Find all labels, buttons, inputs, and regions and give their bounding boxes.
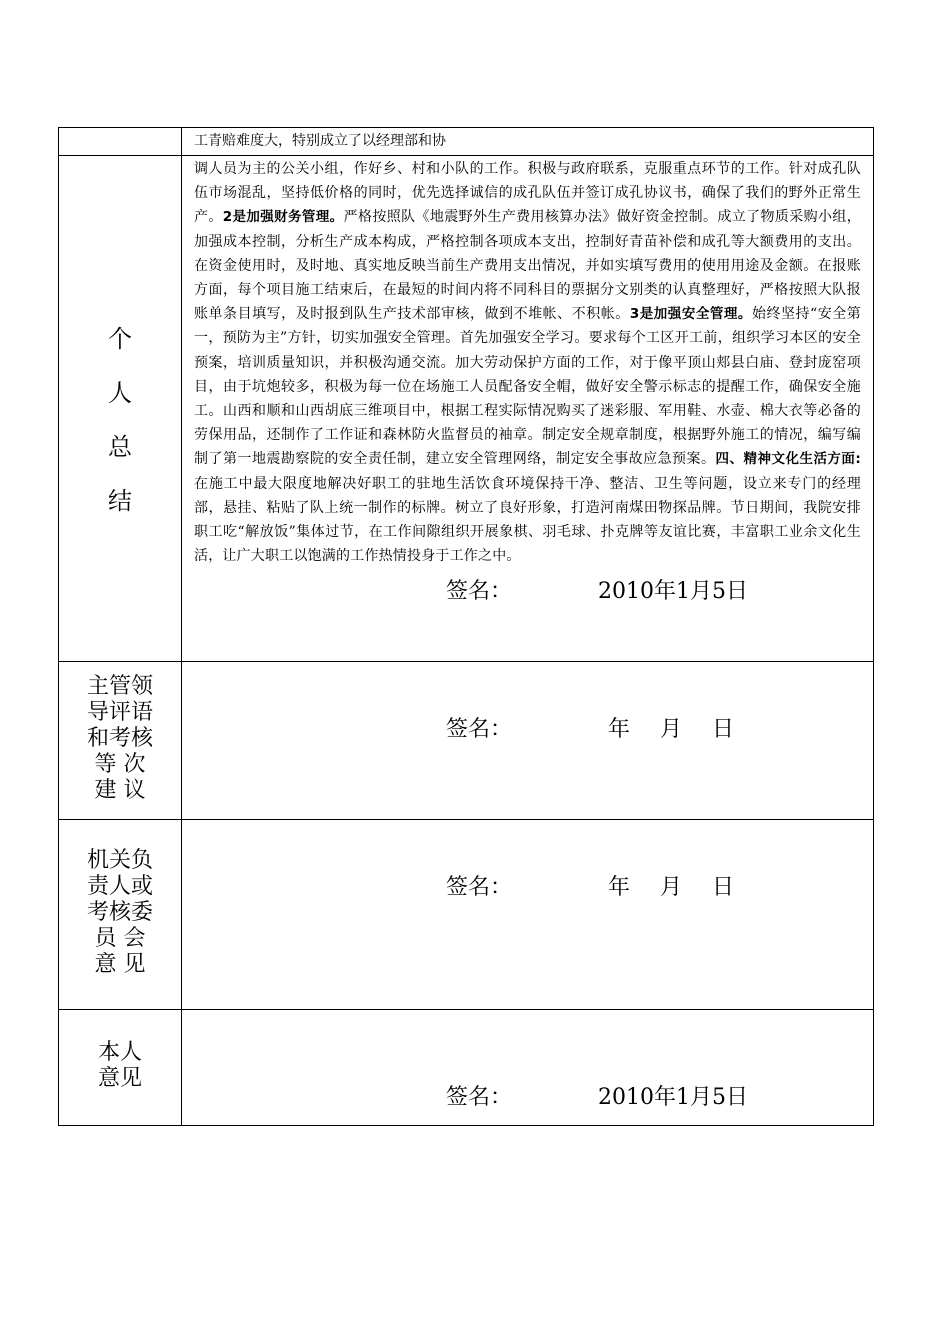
leader-label — [59, 662, 181, 804]
office-label-line: 员 会 — [94, 926, 146, 951]
office-signature — [182, 870, 873, 910]
self-signature — [182, 1080, 873, 1120]
summary-paragraph — [182, 156, 873, 568]
leader-signature — [182, 712, 873, 752]
office-label-line: 意 见 — [94, 952, 146, 977]
office-label-line: 考核委 — [86, 900, 153, 925]
office-content-cell — [182, 820, 874, 1010]
self-content-cell — [182, 1010, 874, 1126]
leader-date-day: 日 — [712, 717, 735, 742]
summary-text: 严格按照队《地震野外生产费用核算办法》做好资金控制。成立了物质采购小组，加强成本控制，分析生产成本构成，严格控制各项成本支出，控制好青苗补偿和成孔等大额费用的支出。在资金使用时，及时地、真实地反映当前生产费用支出情况，并如实填写费用的使用用途及金额。在报账方面，每个项目施工结束后，在最短的时间内将不同科目的票据分文别类的认真整理好，严格按照大队报账单条目填写，及时报到队生产技术部审核，做到不堆帐、不积帐。 — [194, 209, 861, 323]
summary-label-char: 个 — [108, 325, 132, 353]
office-row — [59, 820, 874, 1010]
leader-label-line: 等 次 — [94, 752, 146, 777]
leader-label-line: 主管领 — [86, 674, 153, 699]
self-row — [59, 1010, 874, 1126]
leader-date-year: 年 — [608, 717, 631, 742]
summary-text: 始终坚持“安全第一，预防为主”方针，切实加强安全管理。首先加强安全学习。要求每个工区开工前，组织学习本区的安全预案，培训质量知识，并积极沟通交流。加大劳动保护方面的工作，对于像平顶山郏县白庙、登封庞窑项目，由于坑炮较多，积极为每一位在场施工人员配备安全帽，做好安全警示标志的提醒工作，确保安全施工。山西和顺和山西胡底三维项目中，根据工程实际情况购买了迷彩服、军用鞋、水壶、棉大衣等必备的劳保用品，还制作了工作证和森林防火监督员的袖章。制定安全规章制度，根据野外施工的情况，编写编制了第一地震勘察院的安全责任制，建立安全管理网络，制定安全事故应急预案。 — [194, 306, 861, 468]
summary-text: 调人员为主的公关小组，作好乡、村和小队的工作。积极与政府联系，克服重点环节的工作。针对成孔队伍市场混乱，坚持低价格的同时，优先选择诚信的成孔队伍并签订成孔协议书，确保了我们的野外正常生产。 — [194, 161, 861, 226]
leader-row — [59, 662, 874, 820]
self-label-line: 意见 — [97, 1066, 142, 1091]
summary-label — [59, 156, 181, 528]
top-row-text: 工青赔难度大，特别成立了以经理部和协 — [194, 133, 446, 149]
office-label-line: 责人或 — [86, 874, 153, 899]
office-label — [59, 820, 181, 978]
summary-content-cell — [182, 156, 874, 662]
leader-label-line: 和考核 — [86, 726, 153, 751]
evaluation-form-table — [58, 127, 874, 1126]
self-label-cell — [59, 1010, 182, 1126]
office-date-day: 日 — [712, 875, 735, 900]
top-row-label-cell — [59, 128, 182, 156]
summary-label-char: 结 — [108, 487, 132, 515]
office-date-year: 年 — [608, 875, 631, 900]
leader-label-cell — [59, 662, 182, 820]
summary-text: 在施工中最大限度地解决好职工的驻地生活饮食环境保持干净、整洁、卫生等问题，设立来专门的经理部，悬挂、粘贴了队上统一制作的标牌。树立了良好形象，打造河南煤田物探品牌。节日期间，我院安排职工吃“解放饭”集体过节，在工作间隙组织开展象棋、羽毛球、扑克牌等友谊比赛，丰富职工业余文化生活，让广大职工以饱满的工作热情投身于工作之中。 — [194, 475, 861, 565]
summary-heading-culture: 四、精神文化生活方面: — [715, 451, 861, 468]
leader-label-line: 建 议 — [94, 778, 146, 803]
summary-heading-finance: 2是加强财务管理。 — [222, 209, 344, 226]
summary-heading-safety: 3是加强安全管理。 — [629, 306, 752, 323]
summary-sign-date: 2010年1月5日 — [598, 579, 748, 605]
leader-sign-label: 签名： — [446, 717, 513, 742]
leader-content-cell — [182, 662, 874, 820]
self-label — [59, 1010, 181, 1092]
self-sign-label: 签名： — [446, 1085, 513, 1110]
office-label-line: 机关负 — [86, 848, 153, 873]
top-row-content-cell — [182, 128, 874, 156]
leader-date-month: 月 — [660, 717, 683, 742]
leader-label-line: 导评语 — [86, 700, 153, 725]
office-sign-label: 签名： — [446, 875, 513, 900]
self-label-line: 本人 — [97, 1040, 142, 1065]
self-sign-date: 2010年1月5日 — [598, 1085, 748, 1110]
summary-label-cell — [59, 156, 182, 662]
summary-sign-label: 签名： — [446, 579, 513, 605]
top-row — [59, 128, 874, 156]
summary-label-char: 人 — [108, 379, 132, 407]
summary-signature — [182, 574, 873, 614]
summary-label-char: 总 — [108, 433, 132, 461]
office-label-cell — [59, 820, 182, 1010]
office-date-month: 月 — [660, 875, 683, 900]
summary-row — [59, 156, 874, 662]
